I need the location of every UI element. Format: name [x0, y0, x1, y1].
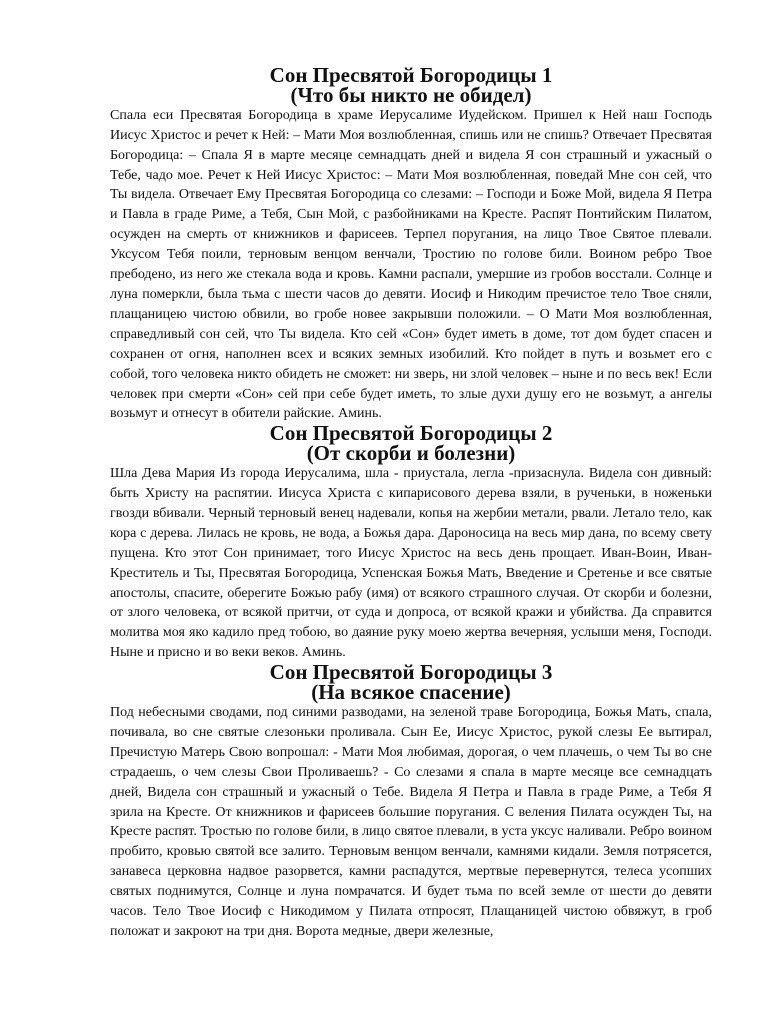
section-heading	[110, 660, 712, 705]
dream-section-3	[110, 660, 712, 942]
dream-section-2	[110, 421, 712, 663]
section-heading	[110, 421, 712, 466]
dream-section-1	[110, 63, 712, 424]
section-subtitle: (От скорби и болезни)	[306, 441, 516, 466]
section-text: Спала еси Пресвятая Богородица в храме Иерусалиме Иудейском. Пришел к Ней наш Господь Иисус Христос и речет к Ней: – Мати Моя возлюбленная, спишь или не спишь? Отвечает Пресвятая Богородица: – Спала Я в марте месяце семнадцать дней и видела Я сон страшный и ужасный о Тебе, чадо мое. Речет к Ней Иисус Христос: – Мати Моя возлюбленная, поведай Мне сон сей, что Ты видела. Отвечает Ему Пресвятая Богородица со слезами: – Господи и Боже Мой, видела Я Петра и Павла в граде Риме, а Тебя, Сын Мой, с разбойниками на Кресте. Распят Понтийским Пилатом, осужден на смерть от книжников и фарисеев. Терпел поругания, на лицо Твое Святое плевали. Уксусом Тебя поили, терновым венцом венчали, Тростию по голове били. Воином ребро Твое пребодено, из него же стекала вода и кровь. Камни распали, умершие из гробов восстали. Солнце и луна померкли, была тьма с шести часов до девяти. Иосиф и Никодим пречистое тело Твое сняли, плащаницею чистою обвили, во гробе новее закрывши положили. – О Мати Моя возлюбленная, справедливый сон сей, что Ты видела. Кто сей «Сон» будет иметь в доме, тот дом будет спасен и сохранен от огня, наполнен всех и всяких земных изобилий. Кто пойдет в путь и возьмет его с собой, того человека никто обидеть не сможет: ни зверь, ни злой человек – ныне и по весь век! Если человек при смерти «Сон» сей при себе будет иметь, то злые духи душу его не возьмут, а ангелы возьмут и отнесут в обители райские. Аминь.	[110, 107, 712, 422]
section-text: Под небесными сводами, под синими разводами, на зеленой траве Богородица, Божья Мать, спала, почивала, во сне святые слезоньки проливала. Сын Ее, Иисус Христос, рукой слезы Ее вытирал, Пречистую Матерь Свою вопрошал: - Мати Моя любимая, дорогая, о чем плачешь, о чем Ты во сне страдаешь, о чем слезы Свои Проливаешь? - Со слезами я спала в марте месяце все семнадцать дней, Видела сон страшный и ужасный о Тебе. Видела Я Петра и Павла в граде Риме, а Тебя Я зрила на Кресте. От книжников и фарисеев большие поругания. С веления Пилата осужден Ты, на Кресте распят. Тростью по голове били, в лицо святое плевали, в уста уксус наливали. Ребро воином пробито, кровью святой все залито. Терновым венцом венчали, камнями кидали. Земля потрясется, занавеса церковна надвое разорвется, камни распадутся, мертвые перевернутся, телеса усопших святых поднимутся, Солнце и луна помрачатся. И будет тьма по всей земле от шести до девяти часов. Тело Твое Иосиф с Никодимом у Пилата отпросят, Плащаницей чистою обвяжут, в гроб положат и закроют на три дня. Ворота медные, двери железные,	[110, 705, 712, 939]
section-subtitle: (На всякое спасение)	[311, 680, 511, 705]
section-subtitle: (Что бы никто не обидел)	[290, 82, 532, 107]
section-title: Сон Пресвятой Богородицы 1	[269, 63, 553, 87]
section-heading	[110, 63, 712, 107]
section-title: Сон Пресвятой Богородицы 2	[269, 421, 553, 446]
section-text: Шла Дева Мария Из города Иерусалима, шла - приустала, легла -призаснула. Видела сон дивный: быть Христу на распятии. Иисуса Христа с кипарисового дерева взяли, в рученьки, в ноженьки гвозди вбивали. Черный терновый венец надевали, копья на жербии метали, рвали. Летало тело, как кора с дерева. Лилась не кровь, не вода, а Божья дара. Дароносица на весь мир дана, по всему свету пущена. Кто этот Сон принимает, того Иисус Христос на весь день прощает. Иван-Воин, Иван-Креститель и Ты, Пресвятая Богородица, Успенская Божья Мать, Введение и Сретенье и все святые апостолы, спасите, оберегите Божью рабу (имя) от всякого страшного случая. От скорби и болезни, от злого человека, от всякой притчи, от суда и допроса, от всякой кражи и убийства. Да справится молитва моя яко кадило пред тобою, во даяние руку моею жертва вечерняя, услыши меня, Господи. Ныне и присно и во веки веков. Аминь.	[110, 466, 712, 661]
document-page	[110, 63, 712, 942]
section-title: Сон Пресвятой Богородицы 3	[269, 660, 553, 685]
